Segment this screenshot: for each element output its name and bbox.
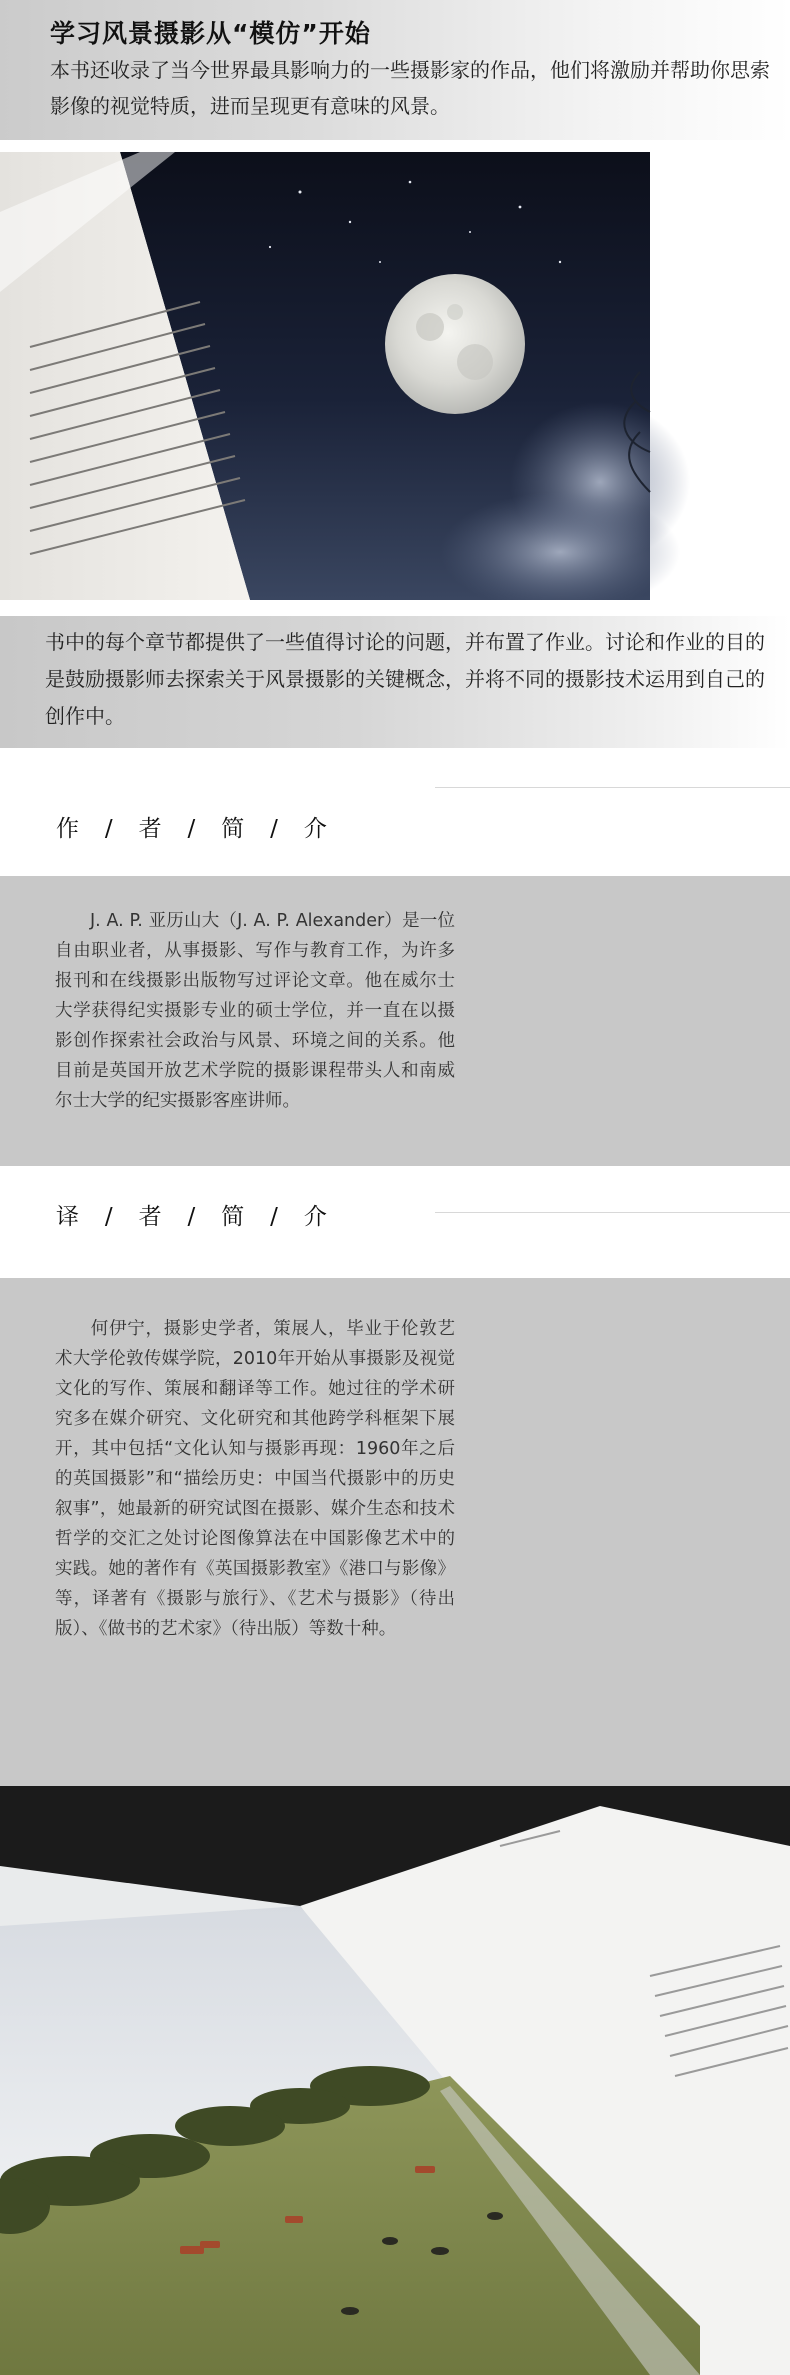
- chapter-note-band: [0, 616, 790, 748]
- translator-bio-text: [55, 1314, 455, 1644]
- translator-bio-panel: [0, 1278, 790, 1786]
- translator-bio: 何伊宁，摄影史学者，策展人，毕业于伦敦艺术大学伦敦传媒学院，2010年开始从事摄影及视觉文化的写作、策展和翻译等工作。她过往的学术研究多在媒介研究、文化研究和其他跨学科框架下展开，其中包括“文化认知与摄影再现：1960年之后的英国摄影”和“描绘历史：中国当代摄影中的历史叙事”，她最新的研究试图在摄影、媒介生态和技术哲学的交汇之处讨论图像算法在中国影像艺术中的实践。她的著作有《英国摄影教室》《港口与影像》等，译著有《摄影与旅行》、《艺术与摄影》（待出版）、《做书的艺术家》（待出版）等数十种。: [55, 1319, 455, 1639]
- book-moon-photo: [0, 152, 790, 600]
- author-bio: J. A. P. 亚历山大（J. A. P. Alexander）是一位自由职业者，从事摄影、写作与教育工作，为许多报刊和在线摄影出版物写过评论文章。他在威尔士大学获得纪实摄影专业的硕士学位，并一直在以摄影创作探索社会政治与风景、环境之间的关系。他目前是英国开放艺术学院的摄影课程带头人和南威尔士大学的纪实摄影客座讲师。: [55, 911, 455, 1111]
- author-heading: [0, 780, 790, 876]
- divider-line: [435, 1212, 790, 1213]
- book-moon-image: [0, 152, 790, 600]
- author-heading-text: 作 / 者 / 简 / 介: [56, 816, 328, 842]
- chapter-note-text: 书中的每个章节都提供了一些值得讨论的问题，并布置了作业。讨论和作业的目的是鼓励摄影师去探索关于风景摄影的关键概念，并将不同的摄影技术运用到自己的创作中。: [45, 630, 765, 728]
- author-bio-panel: [0, 876, 790, 1166]
- divider-line: [435, 787, 790, 788]
- translator-heading-text: 译 / 者 / 简 / 介: [56, 1204, 328, 1230]
- intro-description: 本书还收录了当今世界最具影响力的一些摄影家的作品，他们将激励并帮助你思索影像的视觉特质，进而呈现更有意味的风景。: [50, 58, 770, 118]
- author-bio-text: [55, 906, 455, 1116]
- section-title: 学习风景摄影从“模仿”开始: [50, 19, 371, 48]
- intro-banner: [0, 0, 790, 140]
- translator-heading: [0, 1168, 790, 1264]
- book-landscape-photo: [0, 1786, 790, 2375]
- book-landscape-image: [0, 1786, 790, 2375]
